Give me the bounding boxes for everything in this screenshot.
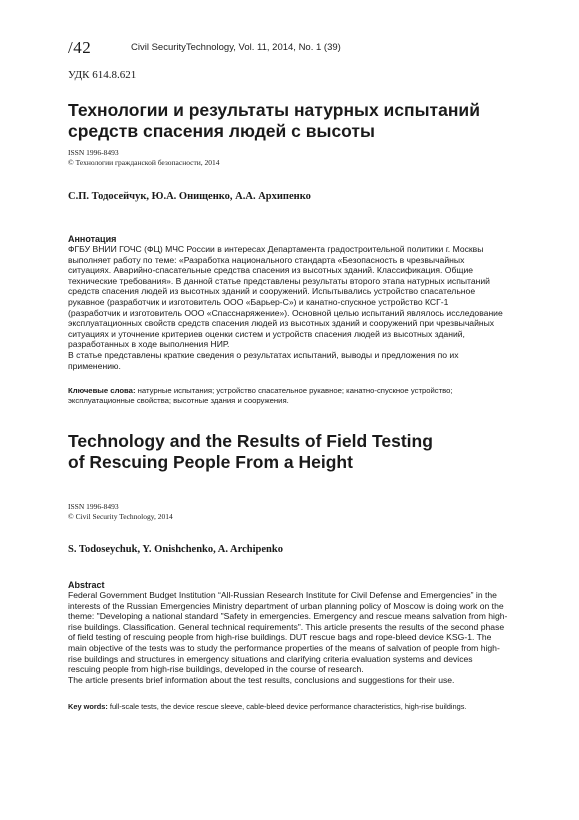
abstract-ru (68, 244, 533, 371)
issn-block-ru (68, 148, 220, 168)
keywords-en (68, 702, 538, 712)
abstract-en-line: interests of the Russian Emergencies Ministry department of urban planning policy of Moscow is doing work on the (68, 600, 504, 611)
copyright-en: © Civil Security Technology, 2014 (68, 512, 173, 521)
issn-en: ISSN 1996-8493 (68, 502, 119, 511)
abstract-en-line: theme: "Developing a national standard "Safety in emergencies. Emergency and rescue means salvation from high- (68, 611, 508, 622)
abstract-en-line: The article presents brief information about the test results, conclusions and suggestions for their use. (68, 674, 455, 685)
abstract-ru-line: выполняет работу по теме: «Разработка национального стандарта «Безопасность в чрезвычайных (68, 254, 465, 265)
issn-block-en (68, 502, 173, 522)
abstract-en-line: of field testing of rescuing people from high-rise buildings. DUT rescue bags and rope-bleed device KSG-1. The (68, 632, 492, 643)
abstract-heading-en: Abstract (68, 580, 105, 590)
authors-ru: С.П. Тодосейчук, Ю.А. Онищенко, А.А. Архипенко (68, 191, 311, 202)
udk-code: УДК 614.8.621 (68, 69, 137, 81)
abstract-ru-line: В статье представлены краткие сведения о результатах испытаний, выводы и предложения по их (68, 349, 459, 360)
abstract-ru-line: применению. (68, 360, 121, 371)
title-en-line-1: Technology and the Results of Field Testing (68, 431, 433, 451)
abstract-ru-line: ситуациях. Аварийно-спасательные средства спасения из высотных зданий. Классификация. Общие (68, 265, 474, 276)
issn-ru: ISSN 1996-8493 (68, 148, 119, 157)
keywords-ru-line-2: эксплуатационные свойства; высотные здания и сооружения. (68, 395, 289, 405)
keywords-ru-line-1 (68, 386, 533, 396)
abstract-heading-ru: Аннотация (68, 234, 117, 244)
title-en-line-2: of Rescuing People From a Height (68, 452, 353, 472)
abstract-ru-line: эксплуатационных свойств средств спасения людей из высотных зданий и сооружений при чрезвычайных (68, 318, 495, 329)
page-number: /42 (68, 38, 92, 57)
title-ru-line-1: Технологии и результаты натурных испытаний (68, 100, 480, 120)
article-title-en (68, 431, 538, 473)
abstract-en (68, 590, 536, 685)
authors-en: S. Todoseychuk, Y. Onishchenko, A. Archipenko (68, 544, 283, 555)
abstract-ru-line: рукавное (разработчик и изготовитель ООО «Барьер-С») и канатно-спускное устройство КСГ-1 (68, 296, 449, 307)
keywords-ru-label: Ключевые слова: (68, 386, 136, 395)
keywords-en-label: Key words: (68, 702, 108, 711)
keywords-en-text: full-scale tests, the device rescue sleeve, cable-bleed device performance characteristics, high-rise buildings. (107, 702, 467, 711)
abstract-en-line: rise buildings and structures in emergency situations and clarifying criteria evaluation systems and devices (68, 653, 473, 664)
title-ru-line-2: средств спасения людей с высоты (68, 121, 375, 141)
abstract-ru-line: технические требования». В данной статье представлены результаты второго этапа натурных испытаний (68, 275, 490, 286)
abstract-ru-line: ФГБУ ВНИИ ГОЧС (ФЦ) МЧС России в интересах Департамента градостроительной политики г. Москвы (68, 244, 484, 254)
abstract-en-line: Federal Government Budget Institution “All-Russian Research Institute for Civil Defense and Emergencies” in the (68, 590, 497, 600)
keywords-ru (68, 386, 533, 405)
keywords-ru-text: натурные испытания; устройство спасательное рукавное; канатно-спускное устройство; (135, 386, 453, 395)
journal-info: Civil SecurityTechnology, Vol. 11, 2014, No. 1 (39) (131, 42, 341, 53)
abstract-en-line: main objective of the tests was to study the performance properties of the means of salvation of people from high- (68, 642, 500, 653)
copyright-ru: © Технологии гражданской безопасности, 2014 (68, 158, 220, 167)
keywords-en-line (68, 702, 538, 712)
abstract-ru-line: (разработчик и изготовитель ООО «Спасснаряжение»). Основной целью испытаний являлось исследование (68, 307, 503, 318)
abstract-ru-line: средств спасения людей из высотных зданий и сооружений. Испытывались устройство спасательное (68, 286, 476, 297)
abstract-en-line: rise buildings. Classification. General technical requirements". This article presents the results of the second phase (68, 621, 505, 632)
abstract-ru-line: разработанных в ходе выполнения НИР. (68, 339, 230, 350)
article-title-ru (68, 100, 538, 142)
abstract-ru-line: ситуациях и уточнение критериев оценки систем и устройств спасения людей из высотных зданий, (68, 328, 465, 339)
abstract-en-line: rescuing people from high-rise buildings, developed in the course of research. (68, 664, 364, 675)
